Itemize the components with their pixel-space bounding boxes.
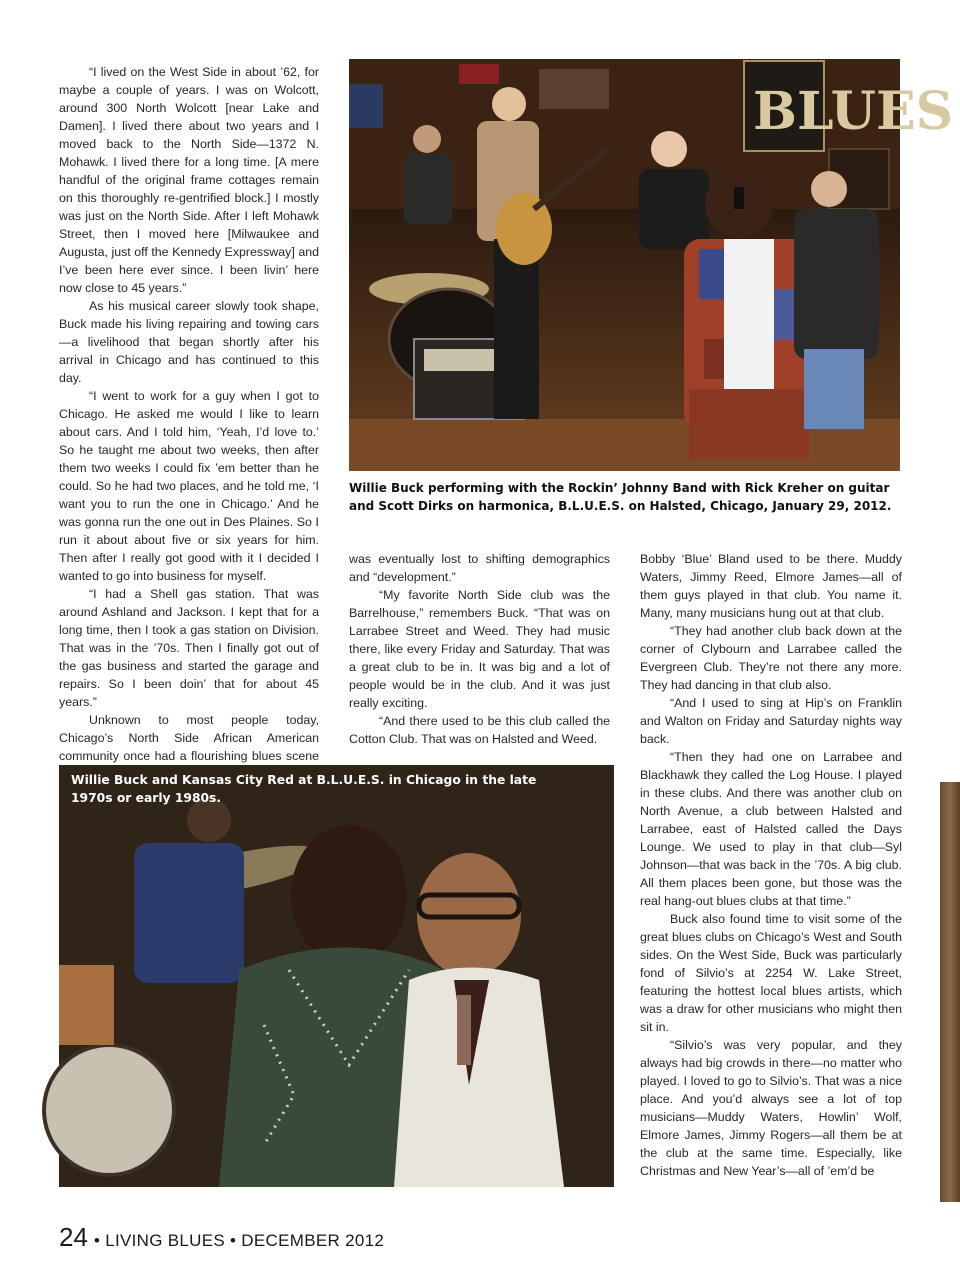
- photo-caption: Willie Buck and Kansas City Red at B.L.U.E.S. in Chicago in the late 1970s or early 1980s.: [71, 773, 537, 805]
- page-number: 24: [59, 1222, 88, 1252]
- article-column-3: [640, 550, 902, 1180]
- blues-sign-text: BLUES: [753, 81, 954, 142]
- edge-photo: [940, 782, 960, 1202]
- page-footer: [59, 1222, 384, 1253]
- article-column-2: [349, 550, 610, 748]
- paragraph: Buck also found time to visit some of the great blues clubs on Chicago’s West and South sides. On the West Side, Buck was particularly fond of Silvio’s at 2254 W. Lake Street, featuring the hottest local blues artists, which was a draw for other musicians who might then sit in.: [640, 912, 902, 1034]
- paragraph: “And there used to be this club called the Cotton Club. That was on Halsted and Weed.: [349, 714, 610, 746]
- magazine-issue: • LIVING BLUES • DECEMBER 2012: [93, 1231, 385, 1250]
- paragraph: Unknown to most people today, Chicago’s North Side African American community once had a flourishing blues scene: [59, 713, 319, 763]
- paragraph: “I lived on the West Side in about ’62, for maybe a couple of years. I was on Wolcott, around 300 North Wolcott [near Lake and Damen]. I lived there about two years and I moved back to the North Side—1372 N. Mohawk. I lived there for a long time. [A mere handful of the original frame cottages remain on this thoroughly re-gentrified block.] I mostly was just on the North Side. After I left Mohawk Street, then I moved here [Milwaukee and Augusta, just off the Kennedy Expressway] and I’ve been here ever since. I been livin’ here now close to 45 years.”: [59, 65, 319, 295]
- paragraph: Bobby ‘Blue’ Bland used to be there. Muddy Waters, Jimmy Reed, Elmore James—all of them guys played in that club. You name it. Many, many musicians hung out at that club.: [640, 552, 902, 620]
- performance-illustration: [349, 59, 954, 471]
- paragraph: “Then they had one on Larrabee and Blackhawk they called the Log House. I played in these clubs. And there was another club on North Avenue, a club between Halsted and Larrabee, east of Halsted called the Days Lounge. We used to play in that club—Syl Johnson—that was back in the ’70s. A big club. All them places been gone, but those was the real hang-out blues clubs at that time.”: [640, 750, 902, 908]
- paragraph: “My favorite North Side club was the Barrelhouse,” remembers Buck. “That was on Larrabee Street and Weed. They had music there, like every Friday and Saturday. That was a great club to be in. It was big and a lot of people would be in the club. And it was just really exciting.: [349, 588, 610, 710]
- article-column-1: [59, 63, 319, 783]
- paragraph: “And I used to sing at Hip’s on Franklin and Walton on Friday and Saturday nights way back.: [640, 696, 902, 746]
- performance-photo: [349, 59, 954, 471]
- portrait-illustration: [59, 765, 614, 1187]
- paragraph: “I had a Shell gas station. That was around Ashland and Jackson. I kept that for a long time, then I took a gas station on Division. That was in the ’70s. Then I finally got out of the gas business and started the garage and repairs. So I been doin’ that for about 45 years.”: [59, 587, 319, 709]
- paragraph: “They had another club back down at the corner of Clybourn and Larrabee called the Evergreen Club. They’re not there any more. They had dancing in that club also.: [640, 624, 902, 692]
- paragraph: “Silvio’s was very popular, and they always had big crowds in there—no matter who played. I loved to go to Silvio’s. That was a nice place. And you’d always see a lot of top musicians—Muddy Waters, Howlin’ Wolf, Elmore James, Jimmy Rogers—all them be at the club at the same time. Especially, like Christmas and New Year’s—all of ’em’d be: [640, 1038, 902, 1178]
- photo-caption: Willie Buck performing with the Rockin’ Johnny Band with Rick Kreher on guitar and Scott Dirks on harmonica, B.L.U.E.S. on Halsted, Chicago, January 29, 2012.: [349, 481, 892, 513]
- paragraph: “I went to work for a guy when I got to Chicago. He asked me would I like to learn about cars. And I told him, ‘Yeah, I’d love to.’ So he taught me about two weeks, then after them two weeks I could fix ’em better than he could. So he had two places, and he told me, ‘I want you to run the one in Chicago.’ And he was gonna run the one out in Des Plaines. So I run it about about five or six years for him. Then after I really got good with it I decided I wanted to go into business for myself.: [59, 389, 319, 583]
- portrait-photo: [59, 765, 614, 1187]
- paragraph: As his musical career slowly took shape, Buck made his living repairing and towing cars—a livelihood that began shortly after his arrival in Chicago and has continued to this day.: [59, 299, 319, 385]
- paragraph: was eventually lost to shifting demographics and “development.”: [349, 552, 610, 584]
